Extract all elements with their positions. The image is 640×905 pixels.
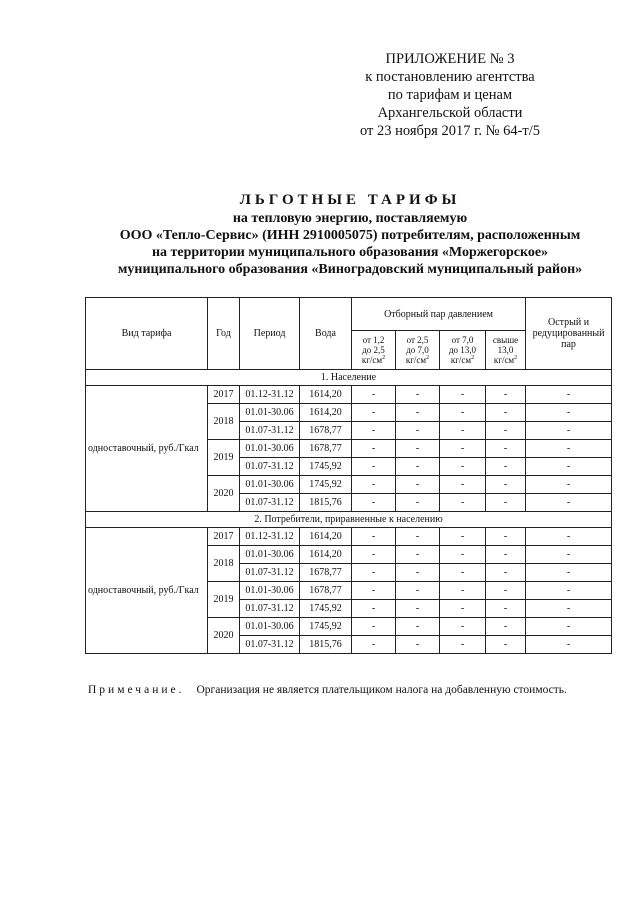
dash-cell: -	[526, 636, 612, 654]
dash-cell: -	[526, 618, 612, 636]
water-cell: 1678,77	[300, 564, 352, 582]
dash-cell: -	[440, 458, 486, 476]
dash-cell: -	[352, 494, 396, 512]
header-water: Вода	[300, 298, 352, 370]
title-line: муниципального образования «Виноградовский муниципальный район»	[117, 262, 583, 277]
dash-cell: -	[440, 618, 486, 636]
year-cell: 2019	[208, 582, 240, 618]
dash-cell: -	[352, 422, 396, 440]
dash-cell: -	[396, 600, 440, 618]
table-row	[86, 528, 612, 546]
unit-sup: 2	[471, 355, 475, 361]
note-text: Организация не является плательщиком налога на добавленную стоимость.	[196, 684, 567, 696]
title-line: ООО «Тепло-Сервис» (ИНН 2910005075) потребителям, расположенным	[119, 228, 581, 243]
water-cell: 1745,92	[300, 476, 352, 494]
water-cell: 1614,20	[300, 546, 352, 564]
dash-cell: -	[352, 386, 396, 404]
dash-cell: -	[526, 440, 612, 458]
period-cell: 01.01-30.06	[240, 546, 300, 564]
appendix-line: ПРИЛОЖЕНИЕ № 3	[385, 51, 515, 67]
header-p1-line: от 1,2	[362, 335, 385, 345]
header-row	[86, 298, 612, 331]
header-p1	[352, 331, 396, 370]
header-p3-line	[440, 355, 485, 365]
water-cell: 1614,20	[300, 386, 352, 404]
dash-cell: -	[486, 564, 526, 582]
period-cell: 01.07-31.12	[240, 600, 300, 618]
dash-cell: -	[396, 404, 440, 422]
title-heading: ЛЬГОТНЫЕ ТАРИФЫ	[239, 192, 461, 208]
period-cell: 01.07-31.12	[240, 564, 300, 582]
header-p4-line: 13,0	[497, 345, 514, 355]
dash-cell: -	[440, 476, 486, 494]
unit-sup: 2	[514, 355, 518, 361]
dash-cell: -	[486, 404, 526, 422]
dash-cell: -	[352, 476, 396, 494]
header-p4	[486, 331, 526, 370]
unit-sup: 2	[426, 355, 430, 361]
unit: кг/см	[493, 355, 515, 365]
header-period: Период	[240, 298, 300, 370]
period-cell: 01.01-30.06	[240, 476, 300, 494]
water-cell: 1614,20	[300, 528, 352, 546]
period-cell: 01.07-31.12	[240, 458, 300, 476]
document-title	[60, 190, 640, 278]
section-row	[86, 512, 612, 528]
dash-cell: -	[396, 440, 440, 458]
water-cell: 1815,76	[300, 494, 352, 512]
tariff-kind: одноставочный, руб./Гкал	[86, 386, 208, 512]
header-steam: Отборный пар давлением	[352, 298, 526, 331]
header-sharp-line: редуцированный	[532, 328, 605, 339]
dash-cell: -	[526, 494, 612, 512]
dash-cell: -	[440, 404, 486, 422]
period-cell: 01.01-30.06	[240, 440, 300, 458]
dash-cell: -	[352, 546, 396, 564]
header-year: Год	[208, 298, 240, 370]
appendix-line: Архангельской области	[377, 105, 523, 121]
note	[88, 684, 618, 696]
header-p3-line: до 13,0	[448, 345, 477, 355]
title-line: на тепловую энергию, поставляемую	[232, 211, 468, 226]
period-cell: 01.12-31.12	[240, 528, 300, 546]
title-line: на территории муниципального образования «Моржегорское»	[151, 245, 549, 260]
dash-cell: -	[486, 636, 526, 654]
dash-cell: -	[396, 476, 440, 494]
water-cell: 1745,92	[300, 618, 352, 636]
dash-cell: -	[396, 422, 440, 440]
tariff-table	[85, 297, 612, 654]
dash-cell: -	[440, 600, 486, 618]
header-p2-line: до 7,0	[406, 345, 429, 355]
year-cell: 2019	[208, 440, 240, 476]
dash-cell: -	[526, 546, 612, 564]
dash-cell: -	[352, 528, 396, 546]
year-cell: 2020	[208, 618, 240, 654]
period-cell: 01.07-31.12	[240, 422, 300, 440]
dash-cell: -	[352, 440, 396, 458]
dash-cell: -	[396, 546, 440, 564]
tariff-kind: одноставочный, руб./Гкал	[86, 528, 208, 654]
dash-cell: -	[440, 546, 486, 564]
appendix-header	[340, 50, 560, 140]
dash-cell: -	[352, 582, 396, 600]
water-cell: 1678,77	[300, 422, 352, 440]
dash-cell: -	[396, 386, 440, 404]
header-p4-line: свыше	[492, 335, 519, 345]
year-cell: 2020	[208, 476, 240, 512]
dash-cell: -	[352, 564, 396, 582]
period-cell: 01.07-31.12	[240, 636, 300, 654]
period-cell: 01.12-31.12	[240, 386, 300, 404]
dash-cell: -	[486, 386, 526, 404]
header-sharp-line: Острый и	[547, 317, 590, 328]
header-sharp-line: пар	[561, 339, 576, 350]
header-p3-line: от 7,0	[451, 335, 474, 345]
dash-cell: -	[486, 476, 526, 494]
dash-cell: -	[486, 440, 526, 458]
note-label: Примечание.	[88, 684, 185, 696]
water-cell: 1745,92	[300, 458, 352, 476]
header-p1-line: до 2,5	[362, 345, 385, 355]
dash-cell: -	[396, 458, 440, 476]
dash-cell: -	[440, 440, 486, 458]
section-title: 2. Потребители, приравненные к населению	[86, 512, 612, 528]
dash-cell: -	[440, 386, 486, 404]
dash-cell: -	[440, 582, 486, 600]
dash-cell: -	[526, 404, 612, 422]
unit: кг/см	[361, 355, 383, 365]
dash-cell: -	[486, 618, 526, 636]
dash-cell: -	[396, 582, 440, 600]
section-title: 1. Население	[86, 370, 612, 386]
period-cell: 01.01-30.06	[240, 404, 300, 422]
dash-cell: -	[352, 618, 396, 636]
dash-cell: -	[526, 386, 612, 404]
year-cell: 2018	[208, 546, 240, 582]
header-p4-line	[486, 355, 525, 365]
dash-cell: -	[526, 528, 612, 546]
dash-cell: -	[352, 404, 396, 422]
dash-cell: -	[396, 636, 440, 654]
period-cell: 01.01-30.06	[240, 582, 300, 600]
water-cell: 1745,92	[300, 600, 352, 618]
dash-cell: -	[396, 528, 440, 546]
dash-cell: -	[440, 636, 486, 654]
dash-cell: -	[526, 582, 612, 600]
water-cell: 1678,77	[300, 582, 352, 600]
dash-cell: -	[486, 494, 526, 512]
dash-cell: -	[486, 422, 526, 440]
table-row	[86, 386, 612, 404]
dash-cell: -	[486, 458, 526, 476]
dash-cell: -	[352, 458, 396, 476]
year-cell: 2018	[208, 404, 240, 440]
header-kind: Вид тарифа	[86, 298, 208, 370]
dash-cell: -	[352, 600, 396, 618]
dash-cell: -	[352, 636, 396, 654]
dash-cell: -	[396, 564, 440, 582]
dash-cell: -	[526, 458, 612, 476]
unit-sup: 2	[382, 355, 386, 361]
dash-cell: -	[486, 528, 526, 546]
unit: кг/см	[405, 355, 427, 365]
header-p2-line	[396, 355, 439, 365]
header-p3	[440, 331, 486, 370]
dash-cell: -	[396, 618, 440, 636]
header-p2	[396, 331, 440, 370]
dash-cell: -	[526, 476, 612, 494]
year-cell: 2017	[208, 528, 240, 546]
water-cell: 1815,76	[300, 636, 352, 654]
dash-cell: -	[526, 600, 612, 618]
year-cell: 2017	[208, 386, 240, 404]
dash-cell: -	[526, 564, 612, 582]
section-row	[86, 370, 612, 386]
dash-cell: -	[396, 494, 440, 512]
period-cell: 01.01-30.06	[240, 618, 300, 636]
header-p2-line: от 2,5	[406, 335, 429, 345]
dash-cell: -	[486, 582, 526, 600]
dash-cell: -	[440, 494, 486, 512]
dash-cell: -	[526, 422, 612, 440]
unit: кг/см	[450, 355, 472, 365]
appendix-line: к постановлению агентства	[365, 69, 535, 85]
dash-cell: -	[440, 564, 486, 582]
header-sharp-steam	[526, 298, 612, 370]
appendix-line: по тарифам и ценам	[387, 87, 513, 103]
water-cell: 1614,20	[300, 404, 352, 422]
dash-cell: -	[440, 422, 486, 440]
appendix-line: от 23 ноября 2017 г. № 64-т/5	[359, 123, 541, 139]
header-p1-line	[352, 355, 395, 365]
dash-cell: -	[486, 600, 526, 618]
water-cell: 1678,77	[300, 440, 352, 458]
dash-cell: -	[440, 528, 486, 546]
dash-cell: -	[486, 546, 526, 564]
period-cell: 01.07-31.12	[240, 494, 300, 512]
